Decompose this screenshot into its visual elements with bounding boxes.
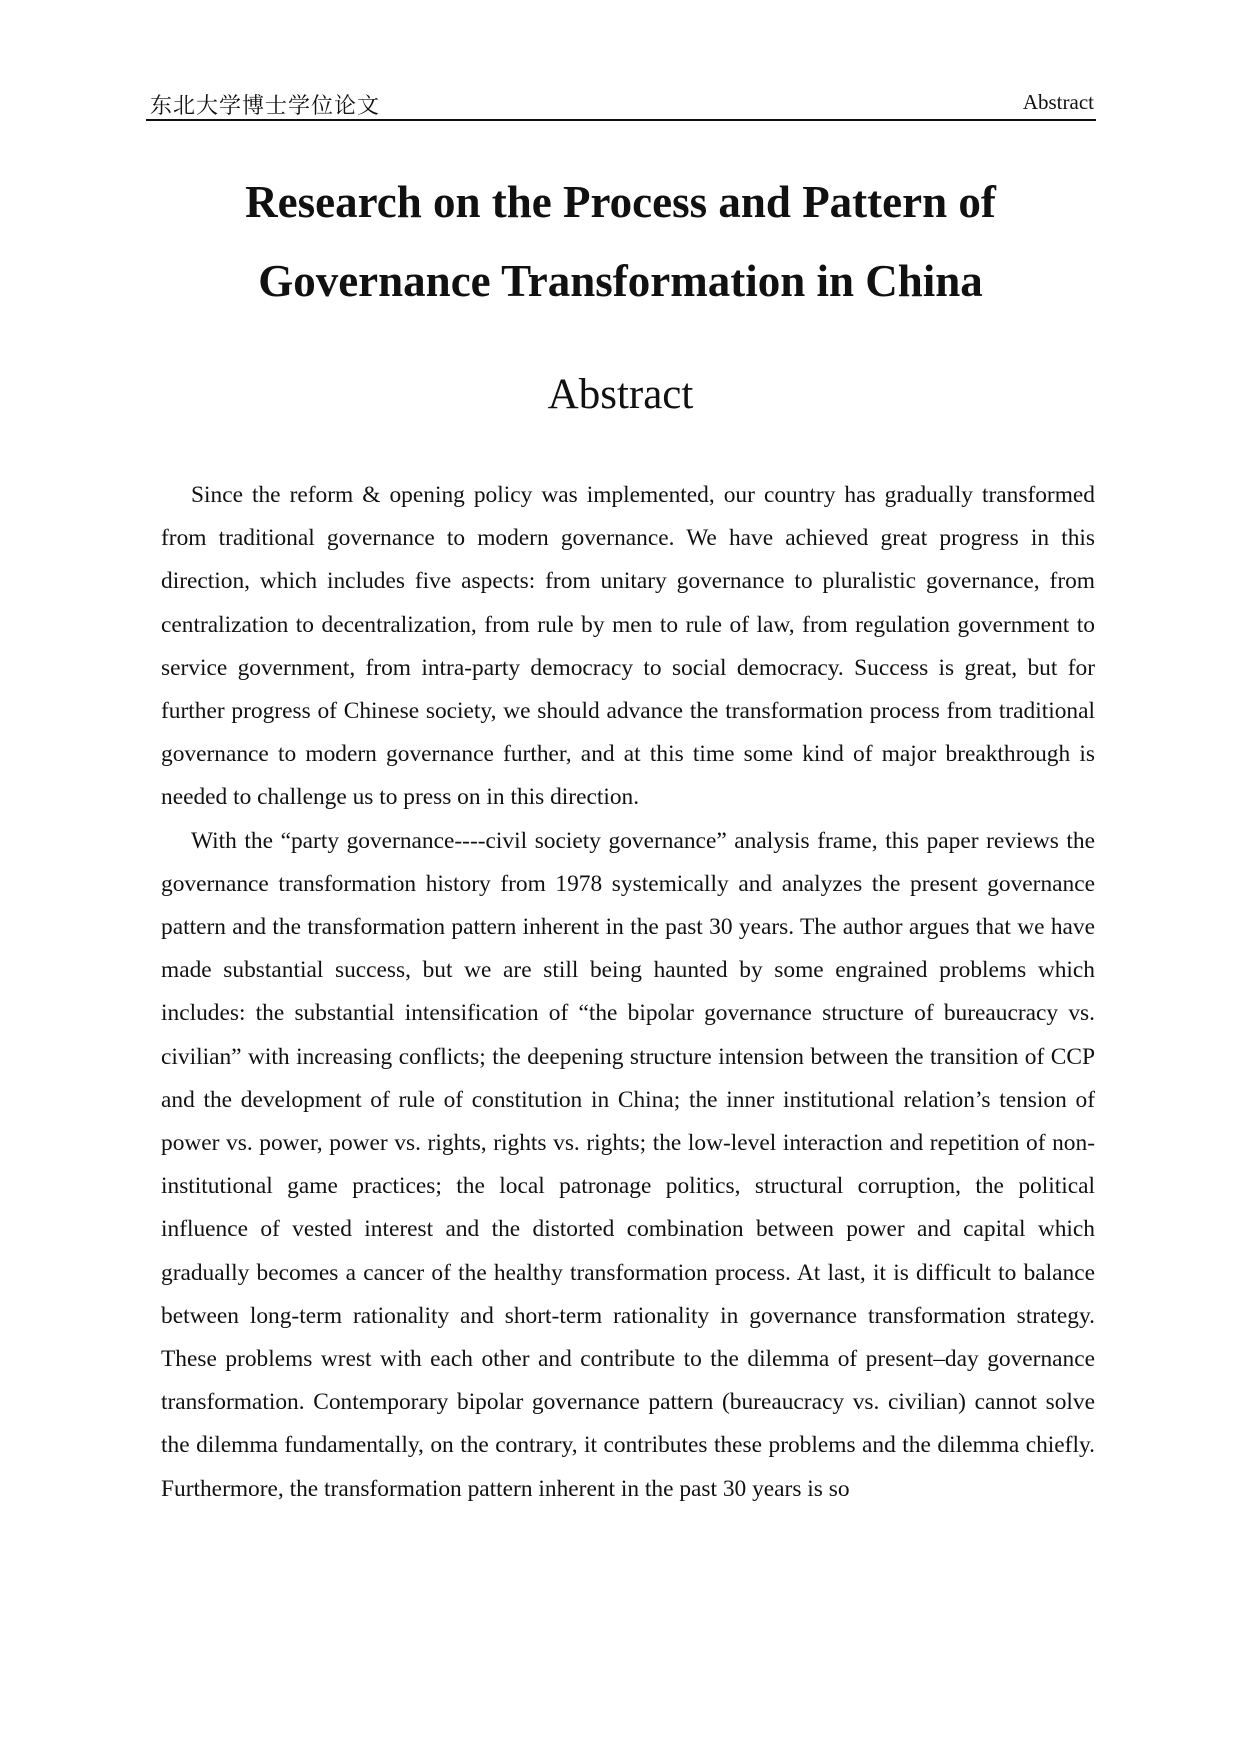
thesis-title-line-2: Governance Transformation in China [258, 256, 983, 306]
abstract-body [161, 474, 1095, 1511]
header-university-thesis-label: 东北大学博士学位论文 [150, 94, 381, 119]
thesis-title-line-1: Research on the Process and Pattern of [245, 177, 996, 227]
running-header [146, 87, 1096, 121]
abstract-paragraph-1: Since the reform & opening policy was implemented, our country has gradually transformed from traditional governance to modern governance. We have achieved great progress in this direction, which includes five aspects: from unitary governance to pluralistic governance, from centralization to decentralization, from rule by men to rule of law, from regulation government to service government, from intra-party democracy to social democracy. Success is great, but for further progress of Chinese society, we should advance the transformation process from traditional governance to modern governance further, and at this time some kind of major breakthrough is needed to challenge us to press on in this direction. [161, 482, 1095, 811]
thesis-title [120, 163, 1121, 321]
abstract-heading: Abstract [547, 371, 694, 418]
abstract-paragraph-2: With the “party governance----civil society governance” analysis frame, this paper reviews the governance transformation history from 1978 systemically and analyzes the present governance pattern and the transformation pattern inherent in the past 30 years. The author argues that we have made substantial success, but we are still being haunted by some engrained problems which includes: the substantial intensification of “the bipolar governance structure of bureaucracy vs. civilian” with increasing conflicts; the deepening structure intension between the transition of CCP and the development of rule of constitution in China; the inner institutional relation’s tension of power vs. power, power vs. rights, rights vs. rights; the low-level interaction and repetition of non-institutional game practices; the local patronage politics, structural corruption, the political influence of vested interest and the distorted combination between power and capital which gradually becomes a cancer of the healthy transformation process. At last, it is difficult to balance between long-term rationality and short-term rationality in governance transformation strategy. These problems wrest with each other and contribute to the dilemma of present–day governance transformation. Contemporary bipolar governance pattern (bureaucracy vs. civilian) cannot solve the dilemma fundamentally, on the contrary, it contributes these problems and the dilemma chiefly. Furthermore, the transformation pattern inherent in the past 30 years is so [161, 827, 1095, 1502]
header-section-label: Abstract [1022, 90, 1094, 114]
